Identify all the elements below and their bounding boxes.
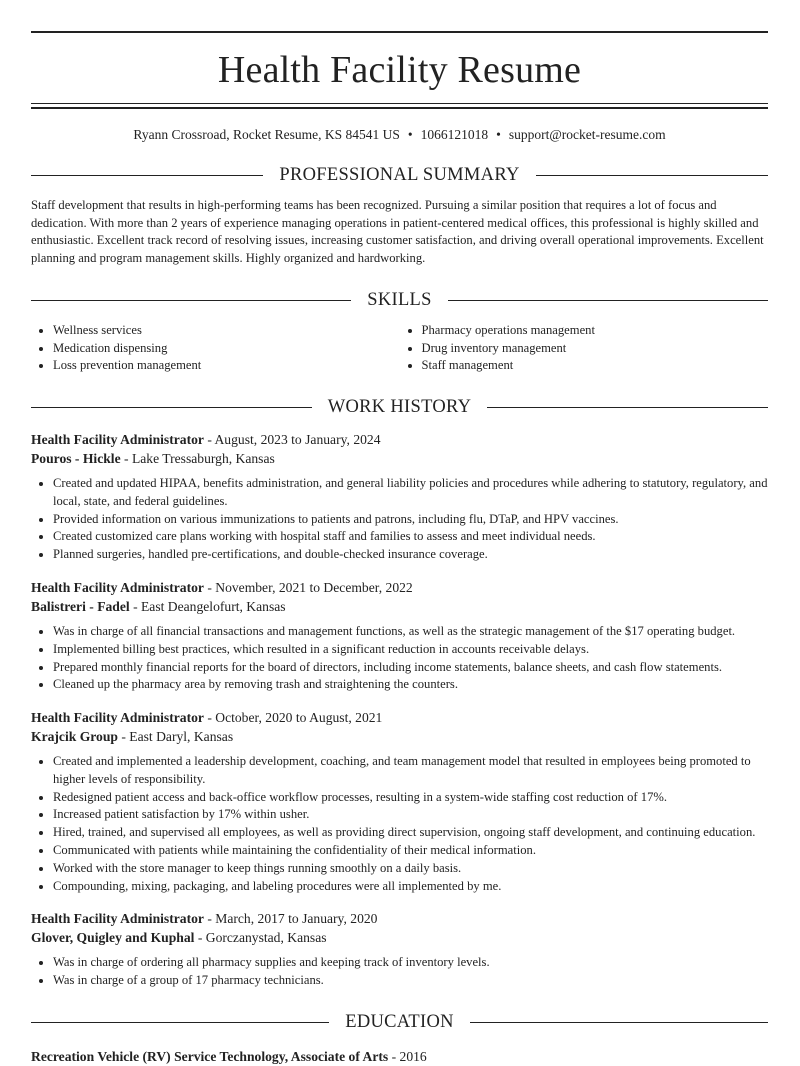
job-dates: - August, 2023 to January, 2024 (203, 431, 381, 447)
job-title-line (31, 430, 768, 449)
contact-address: Ryann Crossroad, Rocket Resume, KS 84541 US (133, 127, 400, 142)
separator-dot: • (496, 127, 501, 142)
job-title: Health Facility Administrator (31, 579, 204, 595)
job-bullet: • Provided information on various immunizations to patients and patrons, including flu, DTaP, and HPV vaccines. (53, 511, 768, 529)
contact-email: support@rocket-resume.com (508, 127, 666, 142)
job-bullets (31, 475, 768, 564)
resume-page (31, 0, 768, 1066)
job-bullet: • Was in charge of ordering all pharmacy supplies and keeping track of inventory levels. (53, 954, 768, 972)
job-bullet: • Implemented billing best practices, which resulted in a significant reduction in accounts receivable delays. (53, 641, 768, 659)
skill-item: • Loss prevention management (53, 357, 400, 375)
job-location: - East Deangelofurt, Kansas (129, 598, 286, 614)
job-bullet: • Hired, trained, and supervised all employees, as well as providing direct supervision, ongoing staff development, and continuing education. (53, 824, 768, 842)
job-location: - East Daryl, Kansas (117, 729, 234, 745)
job-bullet: • Prepared monthly financial reports for the board of directors, including income statements, balance sheets, and cash flow statements. (53, 659, 768, 677)
divider-line (470, 1022, 768, 1023)
job-entry (31, 430, 768, 564)
divider-line (487, 407, 768, 408)
education-degree: Recreation Vehicle (RV) Service Technology, Associate of Arts (31, 1049, 389, 1065)
job-entry (31, 909, 768, 990)
job-bullet: • Communicated with patients while maintaining the confidentiality of their medical information. (53, 842, 768, 860)
divider-line (448, 300, 768, 301)
job-bullet: • Created customized care plans working with hospital staff and families to assess and meet individual needs. (53, 528, 768, 546)
job-entry (31, 708, 768, 895)
work-history (31, 430, 768, 990)
section-title: WORK HISTORY (327, 396, 472, 417)
job-dates: - March, 2017 to January, 2020 (203, 911, 378, 927)
job-location: - Gorczanystad, Kansas (194, 930, 327, 946)
summary-text: Staff development that results in high-performing teams has been recognized. Pursuing a similar position that requires a lot of focus and dedication. With more than 2 years of experience managing operations in patient-centered medical offices, this professional is highly skilled and enthusiastic. Excellent track record of resolving issues, increasing customer satisfaction, and driving overall operational improvements. Excellent planning and program management skills. Highly organized and hardworking. (31, 198, 764, 266)
education-year: - 2016 (388, 1049, 427, 1065)
job-dates: - October, 2020 to August, 2021 (203, 710, 383, 726)
job-location: - Lake Tressaburgh, Kansas (120, 450, 275, 466)
job-bullet: • Redesigned patient access and back-office workflow processes, resulting in a system-wide staffing cost reduction of 17%. (53, 789, 768, 807)
divider-line (31, 175, 263, 176)
job-bullet: • Created and implemented a leadership development, coaching, and team management model that resulted in employees being promoted to higher levels of responsibility. (53, 753, 768, 789)
job-bullet: • Increased patient satisfaction by 17% within usher. (53, 806, 768, 824)
top-rule (31, 31, 768, 33)
job-dates: - November, 2021 to December, 2022 (203, 579, 413, 595)
section-header-work (31, 397, 768, 418)
job-title-line (31, 578, 768, 597)
job-bullet: • Worked with the store manager to keep things running smoothly on a daily basis. (53, 860, 768, 878)
job-bullet: • Planned surgeries, handled pre-certifications, and double-checked insurance coverage. (53, 546, 768, 564)
section-header-skills (31, 290, 768, 311)
job-bullet: • Was in charge of all financial transactions and management functions, as well as the strategic management of the $17 operating budget. (53, 623, 768, 641)
job-bullets (31, 623, 768, 694)
skill-item: • Medication dispensing (53, 340, 400, 358)
job-company: Krajcik Group (31, 729, 118, 745)
job-title: Health Facility Administrator (31, 710, 204, 726)
job-company-line (31, 597, 768, 616)
title-double-rule (31, 103, 768, 109)
contact-line (31, 127, 768, 143)
job-company: Glover, Quigley and Kuphal (31, 930, 195, 946)
job-bullets (31, 954, 768, 990)
separator-dot: • (407, 127, 413, 142)
section-title: SKILLS (367, 289, 432, 310)
divider-line (31, 300, 351, 301)
job-bullet: • Cleaned up the pharmacy area by removing trash and straightening the counters. (53, 676, 768, 694)
job-company: Balistreri - Fadel (31, 598, 130, 614)
education-entry (31, 1047, 768, 1066)
page-title: Health Facility Resume (217, 49, 582, 91)
job-entry (31, 578, 768, 694)
contact-phone: 1066121018 (420, 127, 489, 142)
job-title-line (31, 909, 768, 928)
job-company-line (31, 449, 768, 468)
section-header-summary (31, 165, 768, 186)
section-title: EDUCATION (345, 1012, 454, 1033)
job-title: Health Facility Administrator (31, 911, 204, 927)
job-bullet: • Was in charge of a group of 17 pharmacy technicians. (53, 972, 768, 990)
skill-item: • Wellness services (53, 322, 400, 340)
job-bullets (31, 753, 768, 895)
section-header-education (31, 1012, 768, 1033)
job-company-line (31, 727, 768, 746)
skill-item: • Drug inventory management (422, 340, 769, 358)
skills-column-left (31, 322, 400, 375)
job-bullet: • Compounding, mixing, packaging, and labeling procedures were all implemented by me. (53, 878, 768, 896)
job-bullet: • Created and updated HIPAA, benefits administration, and general liability policies and procedures while adhering to statutory, regulatory, and local, state, and federal guidelines. (53, 475, 768, 511)
job-company-line (31, 928, 768, 947)
skill-item: • Staff management (422, 357, 769, 375)
divider-line (536, 175, 768, 176)
divider-line (31, 1022, 329, 1023)
skills-column-right (400, 322, 769, 375)
job-title-line (31, 708, 768, 727)
job-company: Pouros - Hickle (31, 450, 121, 466)
divider-line (31, 407, 312, 408)
job-title: Health Facility Administrator (31, 431, 204, 447)
skills-list (31, 322, 768, 375)
skill-item: • Pharmacy operations management (422, 322, 769, 340)
section-title: PROFESSIONAL SUMMARY (279, 165, 520, 185)
